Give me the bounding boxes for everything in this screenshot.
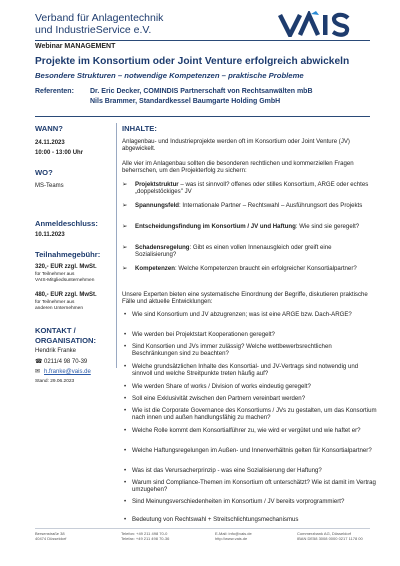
bullet-icon: • [124, 383, 127, 390]
list-item-text: Sind Konsortien und JVs immer zulässig? Welche wettbewerbsrechtlichen Beschränkungen sind zu beachten? [132, 343, 332, 358]
footer-text: 40474 Düsseldorf [35, 536, 67, 541]
topic-text: – was ist sinnvoll? offenes oder stilles Konsortium, ARGE oder echtes „doppelstöckiges" JV [135, 181, 369, 196]
topic-item [122, 244, 372, 259]
bullet-icon: • [124, 407, 127, 414]
bullet-icon: • [124, 311, 127, 318]
topic-text: : Gibt es einen vollen Innenausgleich oder greift eine Sozialisierung? [135, 244, 332, 259]
list-item [124, 516, 377, 523]
arrow-icon: ➢ [122, 244, 128, 251]
footer-text: IBAN DE58 3008 0000 0217 1178 00 [297, 536, 363, 541]
topic-bold: Schadensregelung [135, 244, 190, 251]
bullet-icon: • [124, 395, 127, 402]
topic-bold: Kompetenzen [135, 265, 175, 272]
footer-bank [297, 531, 363, 541]
footer-text: E-Mail: info@vais.de [215, 531, 252, 536]
intro-paragraph-1: Anlagenbau- und Industrieprojekte werden oft im Konsortium oder Joint Venture (JV) abgewickelt. [122, 138, 350, 153]
when-time: 10:00 - 13:00 Uhr [35, 150, 84, 156]
list-item [124, 479, 377, 494]
contact-phone: 0211/4 98 70-39 [44, 359, 88, 365]
topic-text: : Internationale Partner – Rechtswahl – Ausführungsort des Projekts [179, 202, 363, 209]
list-item-text: Warum sind Compliance-Themen im Konsortium oft unterschätzt? Wie ist damit im Vertrag umzugehen? [132, 479, 376, 494]
topic-item [122, 223, 372, 230]
list-item-text: Soll eine Exklusivität zwischen den Partnern vereinbart werden? [132, 395, 306, 402]
bullet-icon: • [124, 447, 127, 454]
org-line-2: und IndustrieService e.V. [35, 24, 152, 36]
arrow-icon: ➢ [122, 223, 128, 230]
list-item [124, 447, 377, 454]
page-title: Projekte im Konsortium oder Joint Venture erfolgreich abwickeln [35, 56, 350, 67]
footer-text: Commerzbank AG, Düsseldorf [297, 531, 352, 536]
bullet-icon: • [124, 479, 127, 486]
contact-heading: KONTAKT / [35, 326, 76, 335]
when-heading: WANN? [35, 124, 63, 133]
footer-text: Telefax: +49 211 498 70-36 [121, 536, 170, 541]
footer-address [35, 531, 66, 541]
list-item-text: Welche Rolle kommt dem Konsortialführer zu, wie wird er vergütet und wie haftet er? [132, 427, 361, 434]
contact-phone-row [35, 358, 87, 365]
contents-heading: INHALTE: [122, 124, 157, 133]
list-item [124, 498, 377, 505]
list-item [124, 427, 377, 434]
footer-web [215, 531, 252, 541]
topic-text: : Welche Kompetenzen braucht ein erfolgreicher Konsortialpartner? [174, 265, 357, 272]
where-value: MS-Teams [35, 183, 64, 189]
bullet-icon: • [124, 427, 127, 434]
topic-item [122, 265, 372, 272]
footer-divider [35, 528, 370, 529]
fee-member-price: 320,- EUR zzgl. MwSt. [35, 264, 97, 270]
arrow-icon: ➢ [122, 202, 128, 209]
where-heading: WO? [35, 168, 53, 177]
list-item-text: Sind Meinungsverschiedenheiten im Konsortium / JV bereits vorprogrammiert? [132, 498, 345, 505]
fee-other-desc-line: anderen Unternehmen [35, 306, 84, 311]
topic-item [122, 202, 372, 209]
speaker-line: Dr. Eric Decker, COMINDIS Partnerschaft von Rechtsanwälten mbB [90, 88, 313, 95]
contact-name: Hendrik Franke [35, 348, 77, 354]
list-item-text: Wie sind Konsortium und JV abzugrenzen; was ist eine ARGE bzw. Dach-ARGE? [132, 311, 352, 318]
header-divider [35, 40, 370, 41]
bullet-icon: • [124, 331, 127, 338]
footer-text: http://www.vais.de [215, 536, 248, 541]
list-item [124, 311, 377, 318]
mail-icon: ✉ [35, 369, 41, 375]
page-subtitle: Besondere Strukturen – notwendige Kompetenzen – praktische Probleme [35, 71, 304, 80]
org-line-1: Verband für Anlagentechnik [35, 12, 164, 24]
list-item [124, 467, 377, 474]
speaker-line: Nils Brammer, Standardkessel Baumgarte Holding GmbH [90, 98, 281, 105]
topic-item [122, 181, 372, 196]
list-item [124, 395, 377, 402]
list-item-text: Welche grundsätzlichen Inhalte des Konsortial- und JV-Vertrags sind notwendig und sinnvoll und welche Streitpunkte treten häufig auf? [132, 363, 359, 378]
list-item [124, 363, 377, 378]
arrow-icon: ➢ [122, 265, 128, 272]
list-item-text: Wie ist die Corporate Governance des Konsortiums / JVs zu gestalten, um das Konsortium nach innen und außen handlungsfähig zu machen? [132, 407, 377, 422]
section-divider [35, 116, 370, 117]
stand-date: Stand: 29.06.2023 [35, 379, 75, 384]
vais-logo [278, 11, 370, 37]
fee-other-price: 480,- EUR zzgl. MwSt. [35, 292, 97, 298]
topic-bold: Projektstruktur [135, 181, 179, 188]
list-item-text: Bedeutung von Rechtswahl + Streitschlichtungsmechanismus [132, 516, 299, 523]
fee-member-desc-line: VAIS-Mitgliedsunternehmen [35, 278, 95, 283]
organization-name [35, 12, 163, 36]
speakers-label: Referenten: [35, 88, 74, 95]
phone-icon: ☎ [35, 359, 43, 365]
when-date: 24.11.2023 [35, 140, 65, 146]
fee-member-desc [35, 272, 94, 284]
list-item-text: Welche Haftungsregelungen im Außen- und Innenverhältnis gelten für Konsortialpartner? [132, 447, 372, 454]
list-item [124, 407, 377, 422]
organisation-heading: ORGANISATION: [35, 336, 97, 345]
contact-email-link[interactable]: h.franke@vais.de [44, 369, 91, 375]
bullet-icon: • [124, 363, 127, 370]
footer-phone [121, 531, 169, 541]
list-item-text: Wie werden bei Projektstart Kooperationen geregelt? [132, 331, 275, 338]
fee-member-desc-line: für Teilnehmer aus [35, 272, 75, 277]
topic-text: : Wie sind sie geregelt? [295, 223, 360, 230]
deadline-label: Anmeldeschluss: [35, 219, 98, 228]
contact-mail-row [35, 368, 91, 375]
webinar-label: Webinar MANAGEMENT [35, 43, 116, 50]
list-item-text: Wie werden Share of works / Division of works eindeutig geregelt? [132, 383, 311, 390]
footer-text: Bersenstraße 38 [35, 531, 65, 536]
bullet-icon: • [124, 343, 127, 350]
footer-text: Telefon: +49 211 498 70-0 [121, 531, 168, 536]
fee-other-desc-line: für Teilnehmer aus [35, 300, 75, 305]
fee-other-desc [35, 300, 83, 312]
deadline-value: 10.11.2023 [35, 232, 65, 238]
bullet-icon: • [124, 516, 127, 523]
column-divider [116, 123, 117, 368]
arrow-icon: ➢ [122, 181, 128, 188]
list-item-text: Was ist das Verursacherprinzip - was eine Sozialisierung der Haftung? [132, 467, 322, 474]
topic-bold: Entscheidungsfindung im Konsortium / JV und Haftung [135, 223, 296, 230]
bullet-icon: • [124, 467, 127, 474]
topic-bold: Spannungsfeld [135, 202, 180, 209]
outro-paragraph: Unsere Experten bieten eine systematische Einordnung der Begriffe, diskutieren praktische Fälle und aktuelle Entwicklungen: [122, 291, 368, 306]
list-item [124, 383, 377, 390]
fee-heading: Teilnahmegebühr: [35, 250, 101, 259]
intro-paragraph-2: Alle vier im Anlagenbau sollten die besonderen rechtlichen und kommerziellen Fragen beherrschen, um den Projekterfolg zu sichern: [122, 160, 354, 175]
list-item [124, 343, 377, 358]
bullet-icon: • [124, 498, 127, 505]
list-item [124, 331, 377, 338]
